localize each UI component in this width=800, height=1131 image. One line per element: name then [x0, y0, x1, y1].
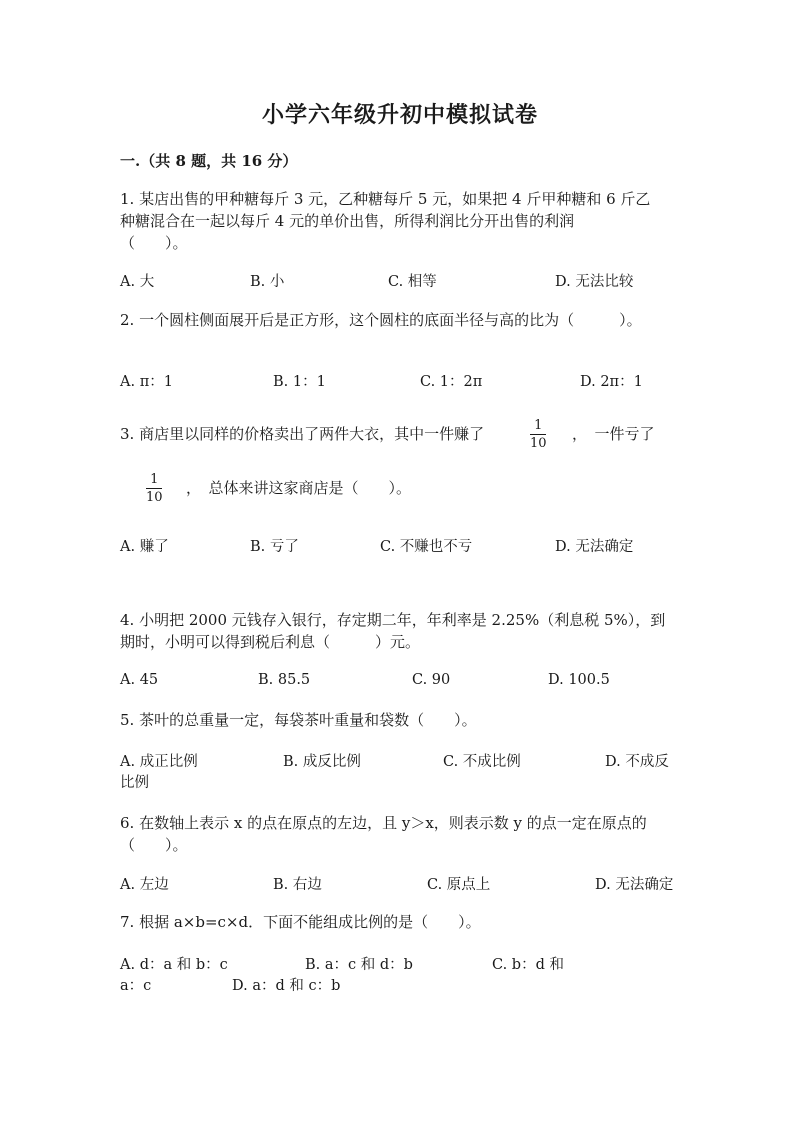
- option-a: A. d：a 和 b：c: [120, 957, 228, 973]
- question-text-line: 1. 某店出售的甲种糖每斤 3 元，乙种糖每斤 5 元，如果把 4 斤甲种糖和 6 斤乙: [120, 190, 651, 208]
- option-c-continued: a：c: [120, 978, 152, 994]
- option-b: B. 小: [250, 274, 285, 290]
- option-c: C. 原点上: [427, 877, 491, 893]
- question-text-line: （ ）。: [120, 836, 188, 854]
- option-d: D. 无法确定: [595, 877, 674, 893]
- option-b: B. 85.5: [258, 672, 311, 688]
- question-text-line: 期时，小明可以得到税后利息（ ）元。: [120, 633, 421, 651]
- fraction-one-tenth: [530, 418, 547, 451]
- page-title: 小学六年级升初中模拟试卷: [261, 102, 538, 128]
- option-c: C. 90: [412, 672, 451, 688]
- question-text-line: 7. 根据 a×b=c×d．下面不能组成比例的是（ ）。: [120, 913, 481, 931]
- option-c: C. 1：2π: [420, 374, 483, 390]
- option-a: A. π：1: [120, 374, 173, 390]
- option-c: C. 不赚也不亏: [380, 539, 473, 555]
- section-heading: 一.（共 8 题，共 16 分）: [120, 152, 298, 170]
- fraction-one-tenth: [146, 472, 163, 505]
- option-b: B. 成反比例: [283, 754, 361, 770]
- question-text-line: ， 总体来讲这家商店是（ ）。: [186, 479, 412, 497]
- option-c: C. 不成比例: [443, 754, 521, 770]
- option-b: B. a：c 和 d：b: [305, 957, 413, 973]
- option-a: A. 大: [120, 274, 155, 290]
- option-d: D. 不成反: [605, 754, 669, 770]
- fraction-denominator: 10: [530, 436, 547, 451]
- question-text-line: 6. 在数轴上表示 x 的点在原点的左边，且 y＞x，则表示数 y 的点一定在原点的: [120, 814, 647, 832]
- option-d: D. a：d 和 c：b: [232, 978, 341, 994]
- option-d-continued: 比例: [120, 775, 149, 791]
- option-c: C. 相等: [388, 274, 437, 290]
- question-text-line: 3. 商店里以同样的价格卖出了两件大衣，其中一件赚了: [120, 425, 485, 443]
- question-text-line: ， 一件亏了: [572, 425, 655, 443]
- question-text-line: 5. 茶叶的总重量一定，每袋茶叶重量和袋数（ ）。: [120, 711, 477, 729]
- option-b: B. 亏了: [250, 539, 299, 555]
- option-d: D. 无法比较: [555, 274, 634, 290]
- fraction-bar: [146, 488, 162, 489]
- option-d: D. 2π：1: [580, 374, 643, 390]
- fraction-numerator: 1: [534, 418, 543, 433]
- option-d: D. 100.5: [548, 672, 610, 688]
- fraction-numerator: 1: [150, 472, 159, 487]
- question-text-line: 2. 一个圆柱侧面展开后是正方形，这个圆柱的底面半径与高的比为（ ）。: [120, 311, 642, 329]
- option-a: A. 45: [120, 672, 159, 688]
- option-c: C. b：d 和: [492, 957, 564, 973]
- question-text-line: 4. 小明把 2000 元钱存入银行，存定期二年，年利率是 2.25%（利息税 5%），到: [120, 611, 666, 629]
- fraction-bar: [530, 434, 546, 435]
- option-b: B. 右边: [273, 877, 322, 893]
- option-a: A. 赚了: [120, 539, 169, 555]
- option-a: A. 左边: [120, 877, 169, 893]
- option-a: A. 成正比例: [120, 754, 198, 770]
- question-text-line: （ ）。: [120, 234, 188, 252]
- option-d: D. 无法确定: [555, 539, 634, 555]
- question-text-line: 种糖混合在一起以每斤 4 元的单价出售，所得利润比分开出售的利润: [120, 212, 575, 230]
- option-b: B. 1：1: [273, 374, 326, 390]
- fraction-denominator: 10: [146, 490, 163, 505]
